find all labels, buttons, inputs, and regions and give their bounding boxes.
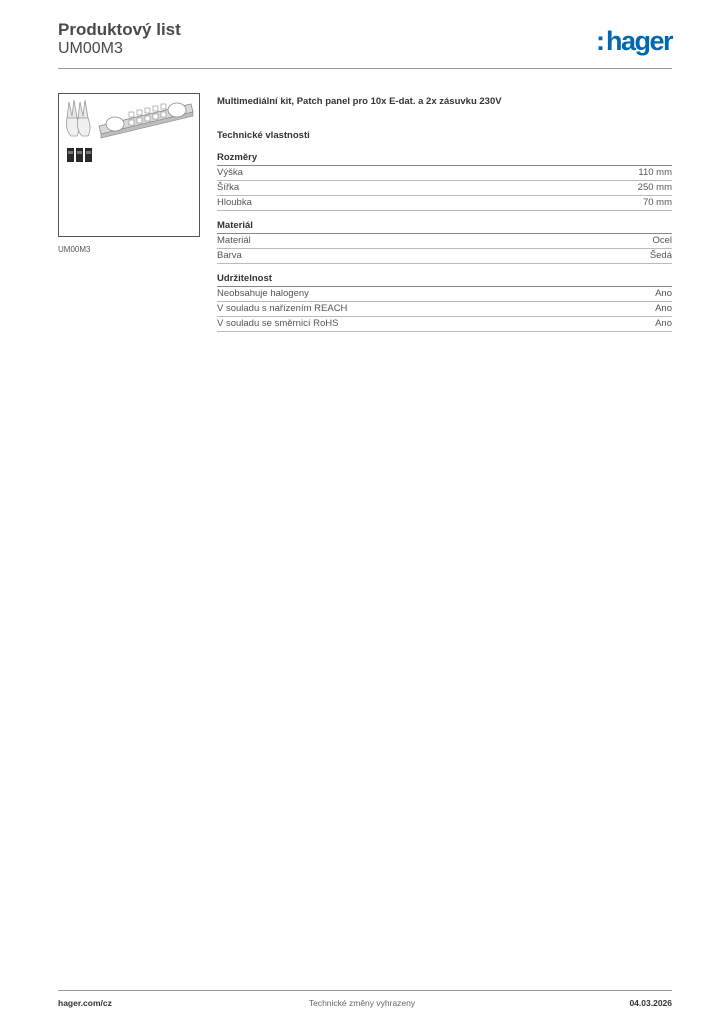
property-row	[217, 234, 672, 249]
property-value: Ocel	[652, 235, 672, 246]
footer-website-link[interactable]: hager.com/cz	[58, 998, 112, 1008]
logo-text: hager	[605, 26, 672, 56]
property-row	[217, 249, 672, 264]
property-value: 70 mm	[642, 197, 672, 208]
group-title: Udržitelnost	[217, 272, 672, 287]
property-label: Hloubka	[217, 197, 252, 208]
hager-logo: :hager	[595, 26, 672, 56]
product-details	[217, 95, 672, 332]
group-sustainability	[217, 272, 672, 332]
product-image	[58, 93, 200, 237]
property-row	[217, 317, 672, 332]
header-divider	[58, 68, 672, 69]
image-caption: UM00M3	[58, 245, 91, 254]
property-label: V souladu se směrnicí RoHS	[217, 318, 339, 329]
property-row	[217, 166, 672, 181]
footer-disclaimer: Technické změny vyhrazeny	[308, 998, 416, 1008]
property-value: Ano	[655, 318, 672, 329]
property-label: Šířka	[217, 182, 240, 193]
tech-heading: Technické vlastnosti	[217, 130, 310, 141]
property-row	[217, 196, 672, 211]
property-value: Ano	[655, 303, 672, 314]
product-code: UM00M3	[58, 40, 123, 57]
property-label: Materiál	[217, 235, 251, 246]
group-dimensions	[217, 151, 672, 211]
product-illustration	[59, 94, 201, 238]
property-label: V souladu s nařízením REACH	[217, 303, 348, 314]
property-row	[217, 302, 672, 317]
property-label: Barva	[217, 250, 242, 261]
property-value: Ano	[655, 288, 672, 299]
property-value: 250 mm	[637, 182, 672, 193]
property-label: Výška	[217, 167, 243, 178]
product-description: Multimediální kit, Patch panel pro 10x E-dat. a 2x zásuvku 230V	[217, 96, 502, 107]
group-title: Rozměry	[217, 151, 672, 166]
property-label: Neobsahuje halogeny	[217, 288, 309, 299]
footer-date: 04.03.2026	[629, 998, 672, 1008]
document-title: Produktový list	[58, 20, 181, 39]
group-material	[217, 219, 672, 264]
property-value: 110 mm	[638, 167, 672, 178]
footer-divider	[58, 990, 672, 991]
property-row	[217, 181, 672, 196]
group-title: Materiál	[217, 219, 672, 234]
property-value: Šedá	[649, 250, 672, 261]
property-row	[217, 287, 672, 302]
page-header	[58, 20, 672, 68]
